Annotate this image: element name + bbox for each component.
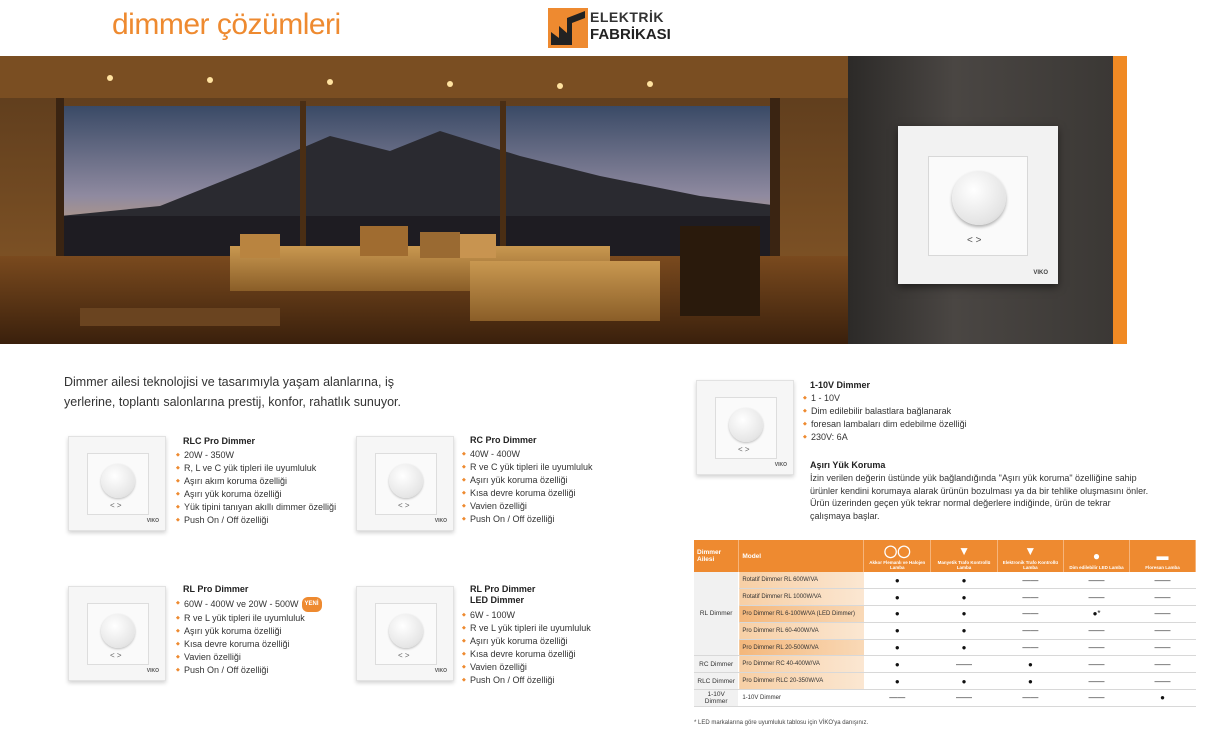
cell: —— xyxy=(997,572,1063,589)
rl-led-features xyxy=(462,609,591,687)
cell: ●* xyxy=(1064,606,1130,623)
logo xyxy=(548,8,678,50)
cell: ● xyxy=(931,589,997,606)
cell: —— xyxy=(997,622,1063,639)
cell: ● xyxy=(864,589,931,606)
family-cell: RL Dimmer xyxy=(694,572,739,656)
knob xyxy=(101,464,135,498)
brand-label: VIKO xyxy=(1033,270,1048,276)
feature-item: ◆ Vavien özelliği xyxy=(462,661,591,674)
cell: ● xyxy=(931,673,997,690)
cell: ● xyxy=(864,622,931,639)
switch-frame xyxy=(375,603,437,665)
accent-bar xyxy=(1113,56,1127,344)
feature-item: ◆ 230V: 6A xyxy=(803,431,967,444)
cell: ● xyxy=(997,656,1063,673)
brand-label: VIKO xyxy=(434,668,447,674)
cell: —— xyxy=(1064,673,1130,690)
feature-item: ◆ Aşırı yük koruma özelliği xyxy=(176,488,336,501)
table-row xyxy=(694,673,1196,690)
feature-item: ◆ Kısa devre koruma özelliği xyxy=(462,487,593,500)
dimmer-knob xyxy=(952,171,1006,225)
rl-led-product-image xyxy=(356,586,454,681)
rlc-title: RLC Pro Dimmer xyxy=(183,436,256,446)
model-cell: Pro Dimmer RL 20-500W/VA xyxy=(739,639,864,656)
cell: —— xyxy=(1130,572,1196,589)
table-row xyxy=(694,690,1196,707)
cell: —— xyxy=(997,639,1063,656)
table-row xyxy=(694,622,1196,639)
overload-text: İzin verilen değerin üstünde yük bağlandığında "Aşırı yük koruma" özelliğine sahip ürünler kendini korumaya alarak ürünün bozulması ya da bir tehlike oluşmasını önler. Ürün üzerinden geçen yük tekrar normal değerlere indiğinde, ürün de tekrar çalışmaya başlar. xyxy=(810,473,1149,521)
feature-text: 60W - 400W ve 20W - 500W xyxy=(184,598,299,609)
feature-item: ◆ 1 - 10V xyxy=(803,392,967,405)
model-cell: Pro Dimmer RC 40-400W/VA xyxy=(739,656,864,673)
switch-frame xyxy=(715,397,777,459)
table-row xyxy=(694,589,1196,606)
feature-item: ◆ Aşırı yük koruma özelliği xyxy=(462,474,593,487)
switch-frame xyxy=(87,453,149,515)
rc-product-image xyxy=(356,436,454,531)
header-model: Model xyxy=(739,540,864,572)
cell: —— xyxy=(1130,673,1196,690)
family-cell: RC Dimmer xyxy=(694,656,739,673)
rc-features xyxy=(462,448,593,526)
cell: —— xyxy=(1130,589,1196,606)
model-cell: Pro Dimmer RL 60-400W/VA xyxy=(739,622,864,639)
feature-item-continued: ◆ foresan lambaları dim edebilme özelliği xyxy=(803,418,967,431)
cell: —— xyxy=(997,690,1063,707)
hero-photo xyxy=(0,56,848,344)
brand-label: VIKO xyxy=(146,668,159,674)
family-cell: RLC Dimmer xyxy=(694,673,739,690)
feature-item xyxy=(176,597,322,612)
cell: —— xyxy=(997,606,1063,623)
cell: —— xyxy=(1064,656,1130,673)
rl-led-title xyxy=(470,584,535,606)
rl-features xyxy=(176,597,322,677)
feature-item: ◆ Kısa devre koruma özelliği xyxy=(462,648,591,661)
feature-item: ◆ R ve C yük tipleri ile uyumluluk xyxy=(462,461,593,474)
living-room-illustration xyxy=(0,56,848,344)
cell: ● xyxy=(864,673,931,690)
header-col-4 xyxy=(1064,540,1130,572)
rlc-product-image xyxy=(68,436,166,531)
feature-item: ◆ Push On / Off özelliği xyxy=(176,514,336,527)
feature-item: ◆ Aşırı yük koruma özelliği xyxy=(176,625,322,638)
cell: —— xyxy=(1130,622,1196,639)
feature-item: ◆ Kısa devre koruma özelliği xyxy=(176,638,322,651)
feature-item: ◆ R ve L yük tipleri ile uyumluluk xyxy=(176,612,322,625)
logo-line1: ELEKTRİK xyxy=(590,9,664,25)
table-row xyxy=(694,639,1196,656)
cell: ● xyxy=(864,572,931,589)
rl-led-title-line1: RL Pro Dimmer xyxy=(470,584,536,594)
overload-title: Aşırı Yük Koruma xyxy=(810,460,886,470)
new-badge: YENİ xyxy=(302,597,322,612)
feature-item: ◆ Dim edilebilir balastlara bağlanarak xyxy=(803,405,967,418)
led-bulb-icon: ● xyxy=(1092,549,1101,563)
cell: —— xyxy=(1130,606,1196,623)
brand-label: VIKO xyxy=(146,518,159,524)
cell: —— xyxy=(931,690,997,707)
logo-icon xyxy=(548,8,588,48)
header-col-5 xyxy=(1130,540,1196,572)
dimmer-plate xyxy=(898,126,1058,284)
knob xyxy=(389,614,423,648)
cell: —— xyxy=(997,589,1063,606)
table-footnote: * LED markalarına göre uyumluluk tablosu için VİKO'ya danışınız. xyxy=(694,720,869,726)
rl-product-image xyxy=(68,586,166,681)
rlc-features xyxy=(176,449,336,527)
v110-product-image xyxy=(696,380,794,475)
arrows-label: < > xyxy=(738,445,750,454)
bulb-icon: ◯◯ xyxy=(883,544,911,558)
comparison-table xyxy=(694,540,1196,707)
model-cell: Pro Dimmer RL 6-100W/VA (LED Dimmer) xyxy=(739,606,864,623)
cell: ● xyxy=(1130,690,1196,707)
knob xyxy=(389,464,423,498)
brand-label: VIKO xyxy=(434,518,447,524)
header-col-label: Akkor Flemanlı ve Halojen Lamba xyxy=(869,560,926,570)
rl-title: RL Pro Dimmer xyxy=(183,584,249,594)
switch-frame xyxy=(87,603,149,665)
cell: ● xyxy=(931,606,997,623)
cell: —— xyxy=(1064,690,1130,707)
table-header-row xyxy=(694,540,1196,572)
family-cell: 1-10V Dimmer xyxy=(694,690,739,707)
rl-led-title-line2: LED Dimmer xyxy=(470,595,525,605)
feature-item: ◆ Yük tipini tanıyan akıllı dimmer özelliği xyxy=(176,501,336,514)
spot-lamp-icon: ▼ xyxy=(1024,544,1037,558)
cell: ● xyxy=(997,673,1063,690)
page-title: dimmer çözümleri xyxy=(112,8,341,41)
cell: ● xyxy=(931,639,997,656)
feature-item: ◆ R ve L yük tipleri ile uyumluluk xyxy=(462,622,591,635)
cell: ● xyxy=(864,656,931,673)
table-row xyxy=(694,656,1196,673)
fluorescent-tube-icon: ▬ xyxy=(1156,549,1169,563)
arrows-label: < > xyxy=(110,651,122,660)
cell: —— xyxy=(1130,639,1196,656)
cell: ● xyxy=(931,622,997,639)
switch-frame xyxy=(375,453,437,515)
header-col-2 xyxy=(931,540,997,572)
v110-title: 1-10V Dimmer xyxy=(810,380,871,390)
header-col-label: Elektronik Trafo Kontrollü Lamba xyxy=(1002,560,1058,570)
table-row xyxy=(694,572,1196,589)
brand-label: VIKO xyxy=(774,462,787,468)
feature-item: ◆ 6W - 100W xyxy=(462,609,591,622)
header-family: Dimmer Ailesi xyxy=(694,540,739,572)
cell: —— xyxy=(1064,589,1130,606)
arrows-label: < > xyxy=(398,501,410,510)
cell: ● xyxy=(864,639,931,656)
model-cell: Pro Dimmer RLC 20-350W/VA xyxy=(739,673,864,690)
cell: ● xyxy=(864,606,931,623)
logo-line2: FABRİKASI xyxy=(590,26,671,43)
dimmer-frame xyxy=(928,156,1028,256)
header-col-3 xyxy=(997,540,1063,572)
cell: ● xyxy=(931,572,997,589)
feature-item: ◆ Vavien özelliği xyxy=(176,651,322,664)
feature-item: ◆ 20W - 350W xyxy=(176,449,336,462)
header-col-label: Dim edilebilir LED Lamba xyxy=(1069,565,1124,570)
rc-title: RC Pro Dimmer xyxy=(470,435,537,445)
cell: —— xyxy=(1064,572,1130,589)
knob xyxy=(729,408,763,442)
cell: —— xyxy=(1064,639,1130,656)
arrows-label: < > xyxy=(398,651,410,660)
cell: —— xyxy=(1064,622,1130,639)
arrows-label: < > xyxy=(967,235,982,246)
feature-item: ◆ Aşırı akım koruma özelliği xyxy=(176,475,336,488)
header-col-1 xyxy=(864,540,931,572)
model-cell: Rotatif Dimmer RL 1000W/VA xyxy=(739,589,864,606)
v110-features xyxy=(803,392,967,444)
model-cell: Rotatif Dimmer RL 600W/VA xyxy=(739,572,864,589)
intro-text: Dimmer ailesi teknolojisi ve tasarımıyla yaşam alanlarına, iş yerlerine, toplantı salonlarına prestij, konfor, rahatlık sunuyor. xyxy=(64,375,401,409)
arrows-label: < > xyxy=(110,501,122,510)
cell: —— xyxy=(864,690,931,707)
cell: —— xyxy=(931,656,997,673)
model-cell: 1-10V Dimmer xyxy=(739,690,864,707)
dimmer-closeup-photo xyxy=(848,56,1113,344)
header-col-label: Manyetik Trafo Kontrollü Lamba xyxy=(937,560,991,570)
header-col-label: Floresan Lamba xyxy=(1145,565,1180,570)
feature-item: ◆ Push On / Off özelliği xyxy=(176,664,322,677)
feature-item: ◆ Aşırı yük koruma özelliği xyxy=(462,635,591,648)
table-row xyxy=(694,606,1196,623)
feature-item: ◆ R, L ve C yük tipleri ile uyumluluk xyxy=(176,462,336,475)
cell: —— xyxy=(1130,656,1196,673)
feature-item: ◆ Push On / Off özelliği xyxy=(462,513,593,526)
feature-item: ◆ 40W - 400W xyxy=(462,448,593,461)
feature-item: ◆ Push On / Off özelliği xyxy=(462,674,591,687)
spot-lamp-icon: ▼ xyxy=(958,544,970,558)
feature-item: ◆ Vavien özelliği xyxy=(462,500,593,513)
knob xyxy=(101,614,135,648)
